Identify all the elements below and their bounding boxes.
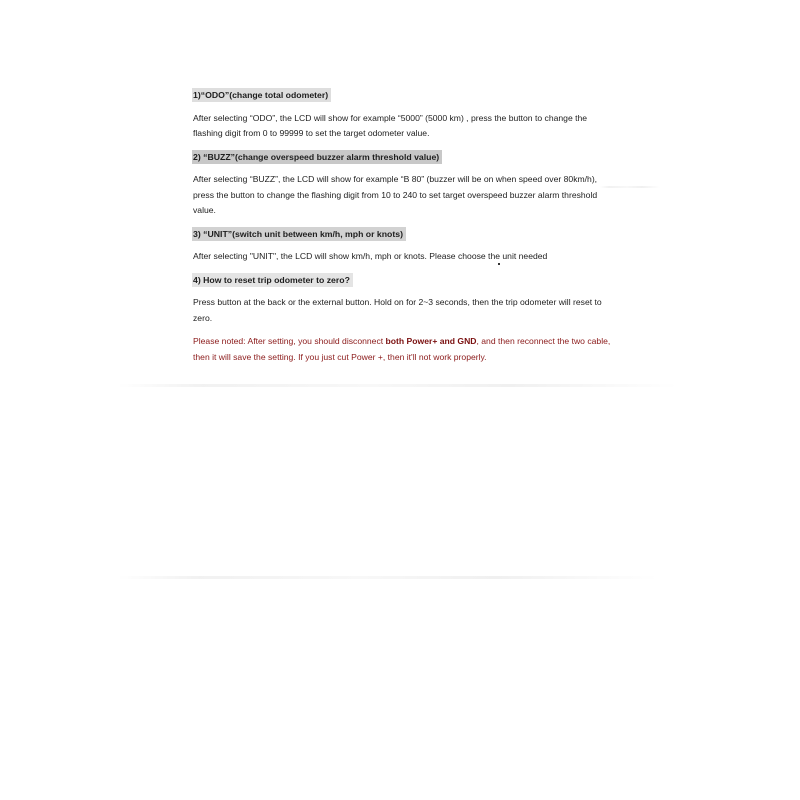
section-heading: 1)“ODO”(change total odometer) (192, 88, 331, 102)
instructions-document (193, 88, 613, 365)
notice-text-after: , and then reconnect the two cable, then it will save the setting. If you just cut Power +, then it'll not work properly. (193, 336, 611, 362)
paper-fold-crease (118, 576, 658, 579)
section-buzz (193, 150, 613, 219)
notice-emphasis: both Power+ and GND (385, 336, 477, 346)
section-body: After selecting “ODO”, the LCD will show for example “5000” (5000 km) , press the button to change the flashing digit from 0 to 99999 to set the target odometer value. (193, 112, 588, 138)
notice-text-before: Please noted: After setting, you should disconnect (193, 336, 386, 346)
section-odo (193, 88, 613, 142)
section-reset-trip (193, 273, 613, 327)
warning-notice (193, 334, 613, 365)
section-heading: 4) How to reset trip odometer to zero? (192, 273, 353, 287)
section-heading: 3) “UNIT”(switch unit between km/h, mph or knots) (192, 227, 406, 241)
section-body: Press button at the back or the external button. Hold on for 2~3 seconds, then the trip odometer will reset to zero. (193, 297, 602, 323)
section-heading: 2) “BUZZ”(change overspeed buzzer alarm threshold value) (192, 150, 442, 164)
section-unit (193, 227, 613, 265)
section-body: After selecting “BUZZ”, the LCD will show for example “B 80” (buzzer will be on when speed over 80km/h), press the button to change the flashing digit from 10 to 240 to set target overspeed buzzer alarm threshold value. (193, 174, 598, 215)
section-body: After selecting "UNIT", the LCD will show km/h, mph or knots. Please choose the unit needed (193, 251, 548, 261)
paper-fold-crease (118, 384, 678, 387)
